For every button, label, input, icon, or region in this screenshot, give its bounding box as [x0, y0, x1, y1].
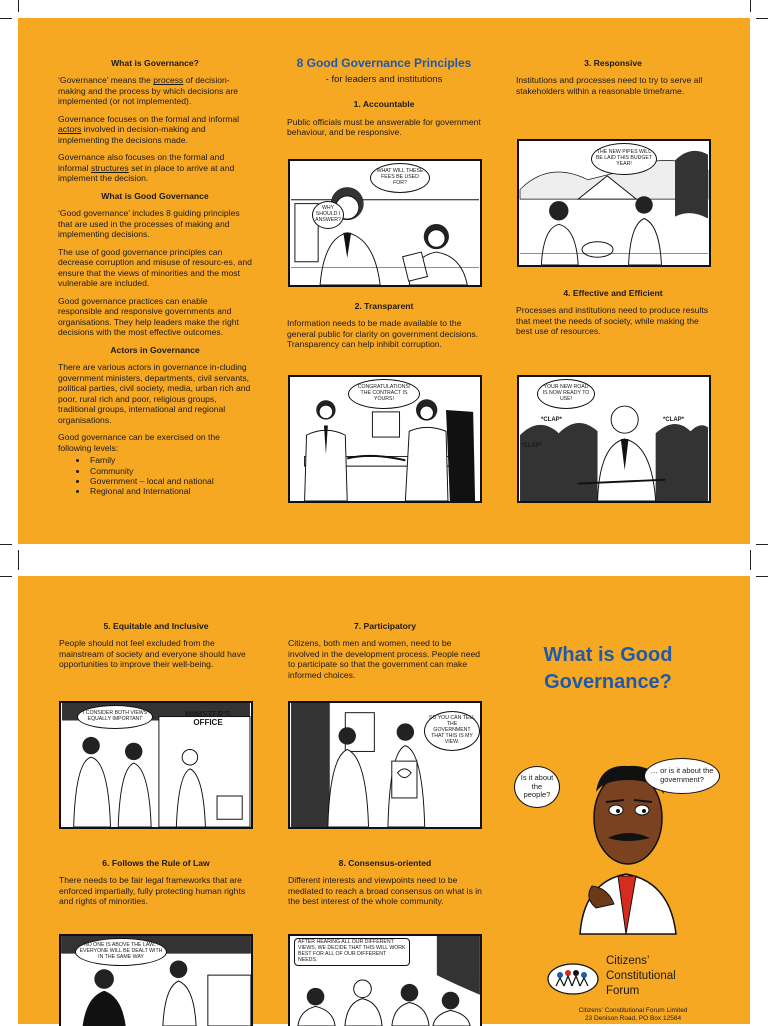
underlined-term: process: [153, 75, 184, 86]
consensus-comic: [288, 934, 482, 1026]
good-governance-paragraph: The use of good governance principles can decrease corruption and misuse of resourc-es, and ensure that the views of minorities and the most vulnerable are included.: [58, 246, 252, 289]
principle-2-text: Information needs to be made available to the general public for clarity on government decisions. Transparency can help inhibit corruption.: [287, 318, 479, 350]
crop-mark: [18, 550, 19, 570]
speech-bubble: THE NEW PIPES WILL BE LAID THIS BUDGET YEAR!: [591, 143, 657, 175]
principle-5-text: People should not feel excluded from the mainstream of society and everyone should have opportunities to improve their well-being.: [59, 638, 246, 670]
governance-paragraph: [58, 152, 252, 183]
crop-mark: [750, 0, 751, 12]
list-item: • Family: [88, 455, 252, 465]
principles-column-7: [288, 621, 482, 687]
principles-title: 8 Good Governance Principles: [296, 56, 472, 70]
cover-title: What is Good Governance?: [543, 644, 673, 693]
principle-1-text: Public officials must be answerable for government behaviour, and be responsive.: [287, 116, 481, 138]
principle-3-text: Institutions and processes need to try to serve all stakeholders within a reasonable timeframe.: [516, 75, 703, 96]
text: set in place to arrive at and implement the decision.: [58, 162, 235, 184]
principles-column-right-lower: [516, 288, 710, 344]
principle-4-heading: 4. Effective and Efficient: [563, 288, 663, 298]
good-governance-paragraph: Good governance practices can enable responsible and responsive governments and organisations. They help leaders make the right decisions with the most effective outcomes.: [58, 295, 239, 338]
text: involved in decision-making and implementing the decisions made.: [58, 124, 206, 145]
speech-bubble: NO ONE IS ABOVE THE LAW... EVERYONE WILL BE DEALT WITH IN THE SAME WAY: [75, 938, 167, 966]
principle-1-heading: 1. Accountable: [353, 99, 415, 110]
crop-mark: [0, 544, 12, 545]
speech-bubble: I CONSIDER BOTH VIEWS EQUALLY IMPORTANT: [77, 705, 153, 729]
principles-subtitle: - for leaders and institutions: [325, 73, 443, 85]
principles-column-8: [288, 858, 482, 914]
ccf-name: [606, 954, 676, 999]
levels-intro: Good governance can be exercised on the following levels:: [58, 432, 220, 453]
ccf-name-line: Constitutional: [606, 969, 676, 982]
principle-6-heading: 6. Follows the Rule of Law: [102, 858, 210, 868]
transparent-comic: [288, 375, 482, 503]
ccf-name-line: Citizens’: [606, 955, 650, 967]
clap-sound: *CLAP*: [663, 417, 685, 423]
principle-7-heading: 7. Participatory: [353, 621, 417, 631]
text: ‘Governance’ means the: [58, 75, 154, 86]
accountable-comic: [288, 159, 482, 287]
speech-bubble: WHAT WILL THESE FEES BE USED FOR?: [370, 163, 430, 193]
crop-mark: [18, 0, 19, 12]
address-line: Citizens’ Constitutional Forum Limited: [578, 1007, 688, 1014]
clap-sound: *CLAP*: [541, 417, 563, 423]
crop-mark: [756, 544, 768, 545]
crop-mark: [750, 550, 751, 570]
principles-column-right: [516, 58, 710, 103]
governance-paragraph: [58, 114, 252, 145]
clap-sound: *CLAP*: [521, 443, 543, 449]
principles-column: [287, 56, 481, 145]
levels-list: [58, 455, 252, 497]
office-sign: MINISTER'S OFFICE: [185, 710, 231, 727]
section-heading-good-governance: What is Good Governance: [101, 190, 209, 201]
text: Governance focuses on the formal and informal: [58, 113, 240, 124]
speech-bubble: WHY SHOULD I ANSWER?: [312, 201, 344, 229]
list-item: • Regional and International: [88, 486, 252, 496]
speech-bubble: AFTER HEARING ALL OUR DIFFERENT VIEWS, WE DECIDE THAT THIS WILL WORK BEST FOR ALL OF OUR DIFFERENT NEEDS.: [294, 938, 410, 966]
brochure-outside-panel: [18, 576, 750, 1024]
principle-6-text: There needs to be fair legal frameworks that are enforced impartially, fully protecting human rights and rights of minorities.: [59, 875, 246, 907]
rule-of-law-comic: [59, 934, 253, 1026]
list-item: • Government – local and national: [88, 476, 252, 486]
principle-2-heading: 2. Transparent: [354, 301, 414, 311]
participatory-comic: [288, 701, 482, 829]
governance-paragraph: [58, 75, 252, 106]
principle-8-text: Different interests and viewpoints need to be mediated to reach a broad consensus on what is in the best interest of the whole community.: [288, 875, 482, 907]
effective-comic: [517, 375, 711, 503]
cover-illustration: [514, 758, 734, 938]
speech-bubble: YOUR NEW ROAD IS NOW READY TO USE!: [537, 379, 595, 409]
crop-mark: [0, 576, 12, 577]
brochure-inside-panel: [18, 18, 750, 544]
address-line: 23 Denison Road, PO Box 12584: [584, 1015, 682, 1023]
crop-mark: [756, 576, 768, 577]
address: [558, 1007, 708, 1024]
speech-bubble-right: … or is it about the government?: [644, 758, 720, 794]
principle-3-heading: 3. Responsive: [584, 58, 642, 68]
crop-mark: [756, 18, 768, 19]
principles-column-5: [59, 621, 253, 677]
speech-bubble: CONGRATULATIONS! THE CONTRACT IS YOURS!: [348, 379, 420, 409]
principle-4-text: Processes and institutions need to produce results that meet the needs of society, while making the best use of resources.: [516, 305, 709, 337]
text: Governance also focuses on the formal and informal: [58, 152, 225, 173]
list-item: • Community: [88, 466, 252, 476]
underlined-term: actors: [58, 124, 82, 135]
crop-mark: [0, 18, 12, 19]
intro-column: [58, 58, 252, 497]
principles-column-6: [59, 858, 253, 914]
underlined-term: structures: [90, 162, 129, 173]
ccf-name-line: Forum: [606, 984, 640, 997]
principle-5-heading: 5. Equitable and Inclusive: [103, 621, 209, 631]
good-governance-paragraph: ‘Good governance’ includes 8 guiding principles that are used in the processes of making and implementing decisions.: [58, 208, 240, 240]
speech-bubble-left: Is it about the people?: [514, 766, 560, 808]
ccf-logo: [546, 960, 600, 998]
section-heading-actors: Actors in Governance: [110, 344, 200, 355]
responsive-comic: [517, 139, 711, 267]
speech-bubble: SO YOU CAN TELL THE GOVERNMENT THAT THIS IS MY VIEW.: [424, 711, 480, 751]
ccf-logo-icon: [546, 960, 600, 998]
actors-paragraph: There are various actors in governance in-cluding government ministers, departments, civil servants, political parties, civil society, media, urban rich and poor, rural rich and poor, religious groups, traditional groups, international and regional organisations.: [58, 362, 251, 425]
equitable-comic: [59, 701, 253, 829]
principle-7-text: Citizens, both men and women, need to be involved in the development process. People need to participate so that the government can make informed choices.: [288, 638, 481, 680]
text: of decision-making and the process by which decisions are implemented (or not implemented).: [58, 75, 239, 107]
principle-8-heading: 8. Consensus-oriented: [338, 858, 432, 868]
principles-column-lower: [287, 301, 481, 357]
section-heading-governance: What is Governance?: [111, 58, 199, 68]
